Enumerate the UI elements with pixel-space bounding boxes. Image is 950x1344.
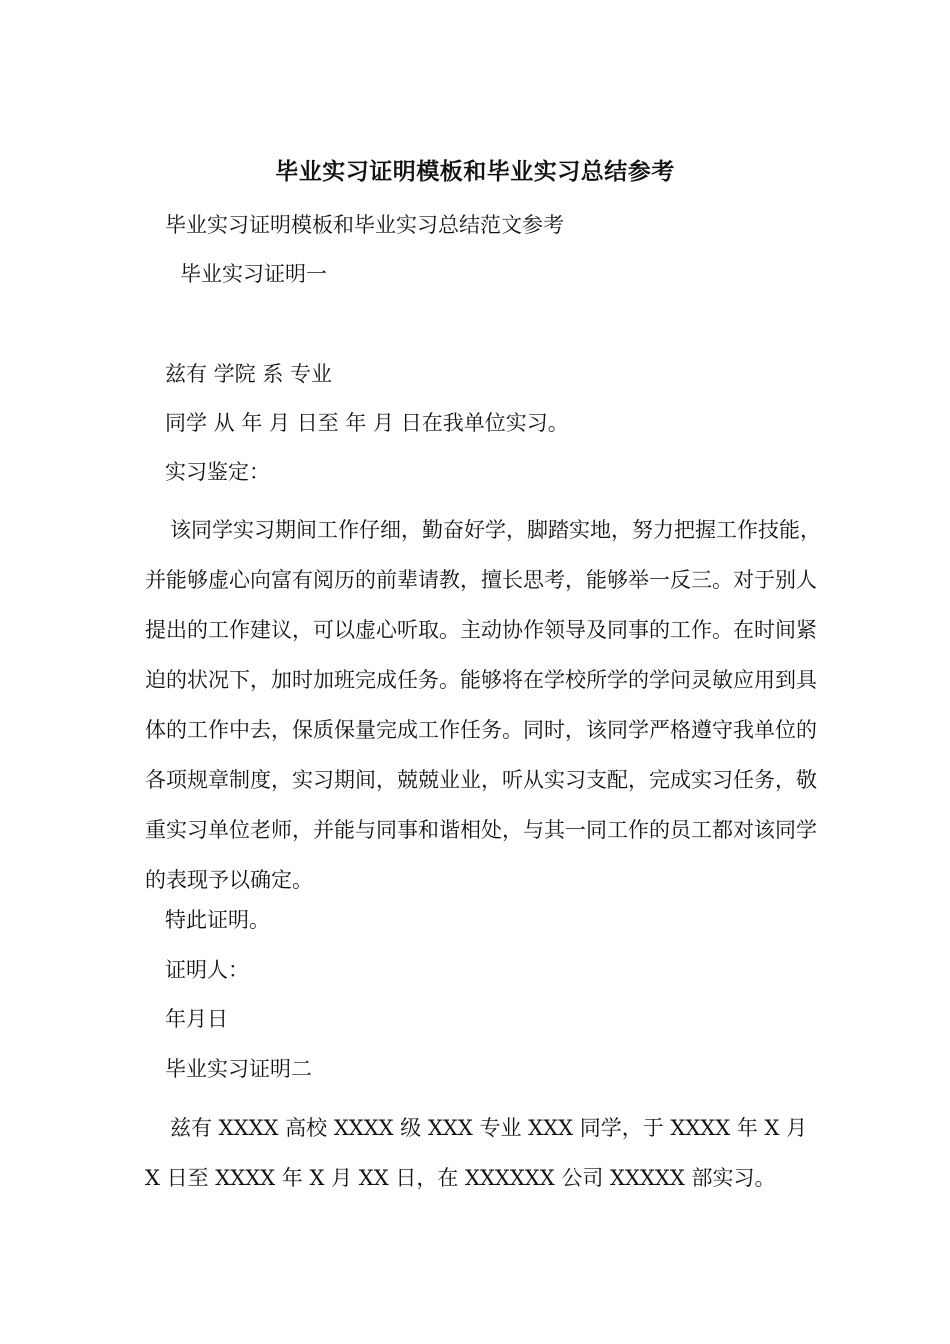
cert2-paragraph: 兹有 XXXX 高校 XXXX 级 XXX 专业 XXX 同学，于 XXXX 年 X 月 X 日至 XXXX 年 X 月 XX 日，在 XXXXXX 公司 XXXXX 部实习。 — [145, 1116, 808, 1190]
appraisal-label: 实习鉴定： — [165, 460, 270, 484]
school-line: 兹有 学院 系 专业 — [165, 362, 333, 386]
document-title: 毕业实习证明模板和毕业实习总结参考 — [275, 158, 675, 185]
certify-line: 特此证明。 — [165, 908, 270, 932]
document-subtitle: 毕业实习证明模板和毕业实习总结范文参考 — [165, 213, 564, 237]
date-line: 年月日 — [165, 1007, 228, 1031]
section-heading-2: 毕业实习证明二 — [165, 1057, 312, 1081]
dates-line: 同学 从 年 月 日至 年 月 日在我单位实习。 — [165, 411, 569, 435]
certifier-line: 证明人： — [165, 958, 249, 982]
section-heading-1: 毕业实习证明一 — [180, 262, 327, 286]
appraisal-paragraph: 该同学实习期间工作仔细，勤奋好学，脚踏实地，努力把握工作技能，并能够虚心向富有阅历的前辈请教，擅长思考，能够举一反三。对于别人提出的工作建议，可以虚心听取。主动协作领导及同事的工作。在时间紧迫的状况下，加时加班完成任务。能够将在学校所学的学问灵敏应用到具体的工作中去，保质保量完成工作任务。同时，该同学严格遵守我单位的各项规章制度，实习期间，兢兢业业，听从实习支配，完成实习任务，敬重实习单位老师，并能与同事和谐相处，与其一同工作的员工都对该同学的表现予以确定。 — [145, 518, 821, 892]
